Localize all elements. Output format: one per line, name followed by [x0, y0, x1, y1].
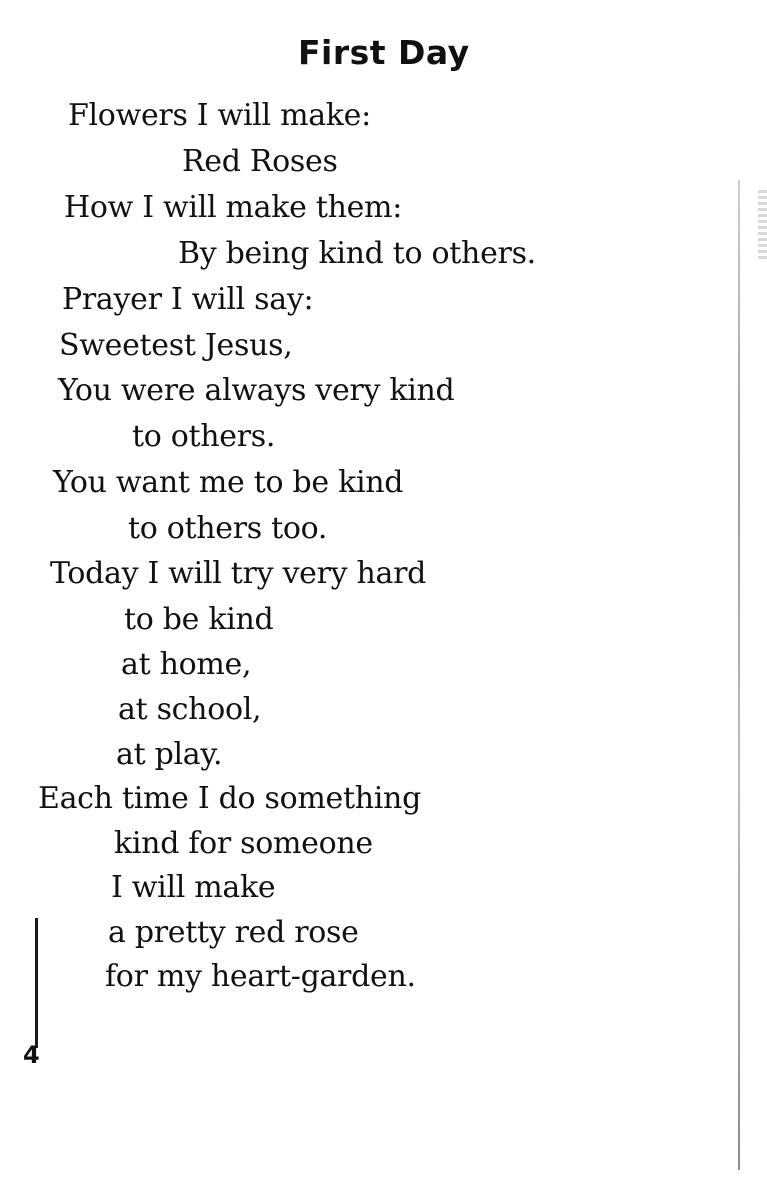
margin-mark — [35, 918, 38, 1048]
poem-line: You want me to be kind — [53, 465, 404, 500]
poem-line: Each time I do something — [38, 781, 421, 816]
poem-line: at play. — [116, 737, 223, 772]
poem-line: to be kind — [124, 602, 274, 637]
poem-line: kind for someone — [114, 826, 373, 861]
poem-line: Red Roses — [182, 144, 338, 179]
poem-line: a pretty red rose — [108, 915, 359, 950]
poem-line: How I will make them: — [64, 190, 403, 225]
poem-line: Flowers I will make: — [68, 98, 371, 133]
poem-line: Prayer I will say: — [62, 282, 314, 317]
poem-line: I will make — [111, 870, 276, 905]
poem-line: to others too. — [128, 511, 328, 546]
page-number: 4 — [23, 1041, 40, 1069]
poem-line: at school, — [118, 692, 262, 727]
poem-line: You were always very kind — [58, 373, 455, 408]
page-edge-texture — [758, 190, 767, 260]
page-title: First Day — [298, 33, 470, 72]
page-edge-shadow — [738, 180, 740, 1170]
poem-line: By being kind to others. — [178, 236, 536, 271]
poem-line: for my heart-garden. — [105, 959, 416, 994]
poem-line: at home, — [121, 647, 252, 682]
poem-line: Today I will try very hard — [50, 556, 427, 591]
poem-line: Sweetest Jesus, — [59, 328, 293, 363]
poem-line: to others. — [132, 419, 276, 454]
